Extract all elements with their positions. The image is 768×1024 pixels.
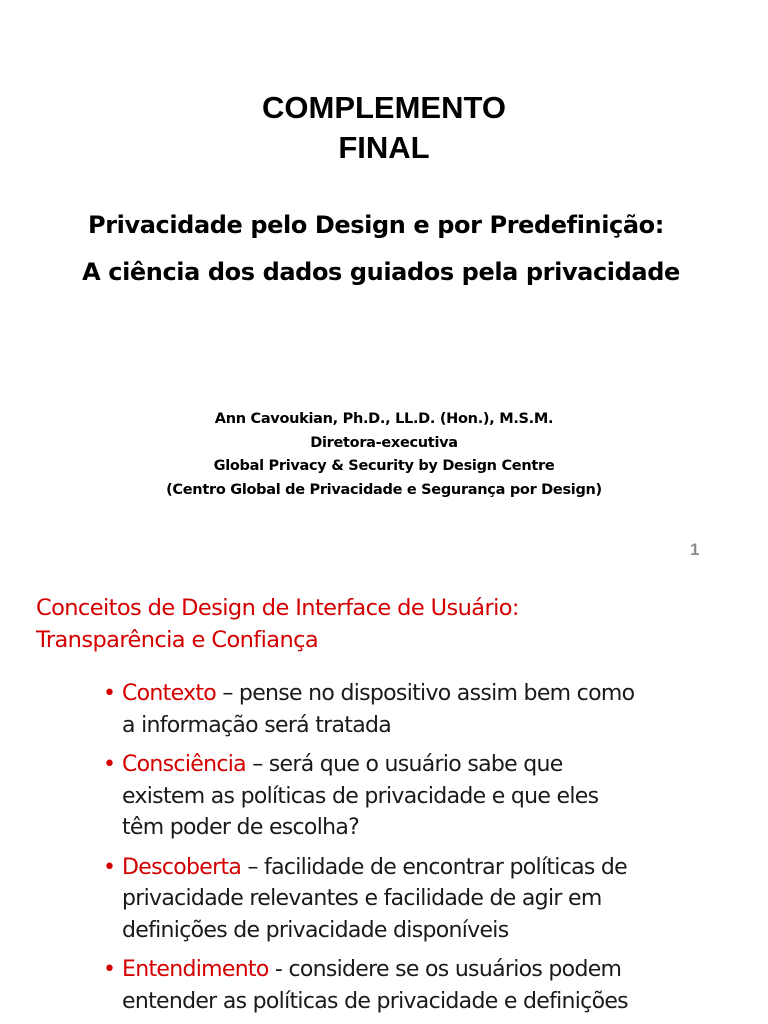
bullet-dot-icon: • bbox=[103, 957, 116, 982]
bullet-term: Descoberta bbox=[122, 854, 242, 880]
slide-2-title bbox=[36, 592, 756, 656]
slide-2-title-line-2: Transparência e Confiança bbox=[36, 627, 319, 653]
author-organization-translation: (Centro Global de Privacidade e Segurança por Design) bbox=[166, 481, 602, 498]
bullet-text: definições de privacidade disponíveis bbox=[122, 917, 509, 943]
slide-2-title-line-1: Conceitos de Design de Interface de Usuário: bbox=[36, 595, 519, 621]
bullet-text: - considere se os usuários podem bbox=[268, 957, 622, 982]
slide-subtitle-line-1: Privacidade pelo Design e por Predefinição: bbox=[88, 211, 664, 239]
bullet-text: – facilidade de encontrar políticas de bbox=[241, 854, 628, 880]
bullet-list bbox=[103, 678, 743, 1024]
bullet-dot-icon: • bbox=[103, 681, 116, 706]
bullet-term: Entendimento bbox=[122, 957, 269, 982]
bullet-text: privacidade relevantes e facilidade de agir em bbox=[122, 886, 602, 911]
bullet-text: – pense no dispositivo assim bem como bbox=[216, 681, 635, 706]
bullet-item-entendimento bbox=[103, 954, 743, 1017]
bullet-term: Contexto bbox=[122, 681, 217, 706]
slide-2 bbox=[0, 570, 768, 1024]
slide-subtitle-line-2: A ciência dos dados guiados pela privacidade bbox=[82, 258, 680, 286]
bullet-term: Consciência bbox=[122, 752, 246, 777]
author-name: Ann Cavoukian, Ph.D., LL.D. (Hon.), M.S.M. bbox=[214, 411, 554, 427]
bullet-text: entender as políticas de privacidade e definições bbox=[122, 988, 628, 1014]
slide-number: 1 bbox=[690, 540, 700, 559]
author-role: Diretora-executiva bbox=[310, 434, 458, 451]
author-organization: Global Privacy & Security by Design Centre bbox=[213, 458, 555, 474]
bullet-item-descoberta bbox=[103, 852, 743, 947]
author-block bbox=[0, 408, 768, 502]
bullet-text: têm poder de escolha? bbox=[122, 815, 360, 840]
bullet-text: existem as políticas de privacidade e que eles bbox=[122, 783, 599, 809]
bullet-dot-icon: • bbox=[103, 752, 116, 777]
bullet-text: – será que o usuário sabe que bbox=[245, 752, 563, 777]
slide-title-line-1: COMPLEMENTO bbox=[262, 90, 506, 125]
bullet-text: a informação será tratada bbox=[122, 712, 392, 738]
slide-title-line-2: FINAL bbox=[338, 130, 430, 165]
bullet-item-contexto bbox=[103, 678, 743, 741]
bullet-dot-icon: • bbox=[103, 854, 116, 880]
bullet-item-consciencia bbox=[103, 749, 743, 844]
